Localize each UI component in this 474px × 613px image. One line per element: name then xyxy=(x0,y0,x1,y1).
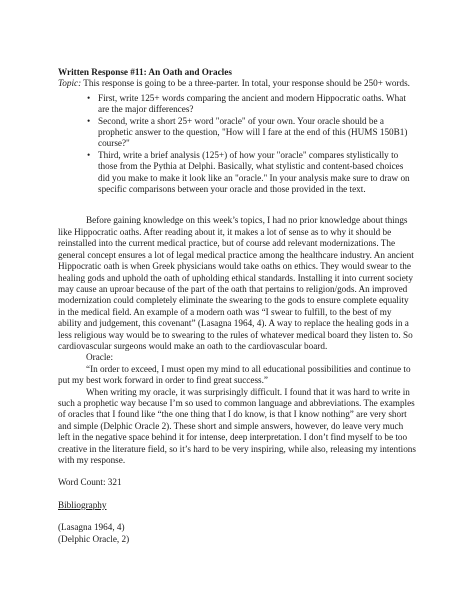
paragraph-oath-comparison: Before gaining knowledge on this week’s topics, I had no prior knowledge about things like Hippocratic oaths. After reading about it, it makes a lot of sense as to why it should be reinstalled into the current medical practice, but of course add relevant modernizations. The general concept ensures a lot of legal medical practice among the healthcare industry. An ancient Hippocratic oath is when Greek physicians would take oaths on ethics. They would swear to the healing gods and uphold the oath of upholding ethical standards. Installing it into current society may cause an uproar because of the part of the oath that pertains to religion/gods. An improved modernization could completely eliminate the swearing to the gods to ensure complete equality in the medical field. An example of a modern oath was “I swear to fulfill, to the best of my ability and judgement, this covenant” (Lasagna 1964, 4). A way to replace the healing gods in a less religious way would be to swearing to the rules of whatever medical board they listen to. So cardiovascular surgeons would make an oath to the cardiovascular board. xyxy=(58,215,414,351)
instruction-item-3: • Third, write a brief analysis (125+) of how your "oracle" compares stylistically to those from the Pythia at Delphi. Basically, what stylistic and content-based choices did you make to make it look like an "oracle." In your analysis make sure to draw on specific comparisons between your oracle and those provided in the text. xyxy=(98,150,416,196)
oracle-quote: “In order to exceed, I must open my mind to all educational possibilities and continue to put my best work forward in order to find great success.” xyxy=(58,363,411,386)
topic-line xyxy=(58,78,416,89)
bibliography-entry-2: (Delphic Oracle, 2) xyxy=(58,533,130,544)
topic-text: This response is going to be a three-parter. In total, your response should be 250+ words. xyxy=(81,78,410,89)
document-title: Written Response #11: An Oath and Oracles xyxy=(58,67,232,77)
instruction-item-1: • First, write 125+ words comparing the ancient and modern Hippocratic oaths. What are the major differences? xyxy=(98,93,416,116)
oracle-label: Oracle: xyxy=(86,352,114,363)
instruction-item-2: • Second, write a short 25+ word "oracle" of your own. Your oracle should be a prophetic answer to the question, "How will I fare at the end of this (HUMS 150B1) course?" xyxy=(98,116,416,150)
paragraph-oracle-analysis: When writing my oracle, it was surprisingly difficult. I found that it was hard to write in such a prophetic way because I’m so used to common language and abbreviations. The examples of oracles that I found like “the one thing that I do know, is that I know nothing” are very short and simple (Delphic Oracle 2). These short and simple answers, however, do leave very much left in the negative space behind it for intense, deep interpretation. I don’t find myself to be too creative in the literature field, so it’s hard to be very inspiring, while also, releasing my intentions with my response. xyxy=(58,386,416,465)
word-count: Word Count: 321 xyxy=(58,477,122,488)
bibliography-entry-1: (Lasagna 1964, 4) xyxy=(58,522,125,533)
instructions-list xyxy=(58,93,416,196)
bibliography-heading: Bibliography xyxy=(58,499,107,510)
topic-label: Topic: xyxy=(58,78,82,89)
